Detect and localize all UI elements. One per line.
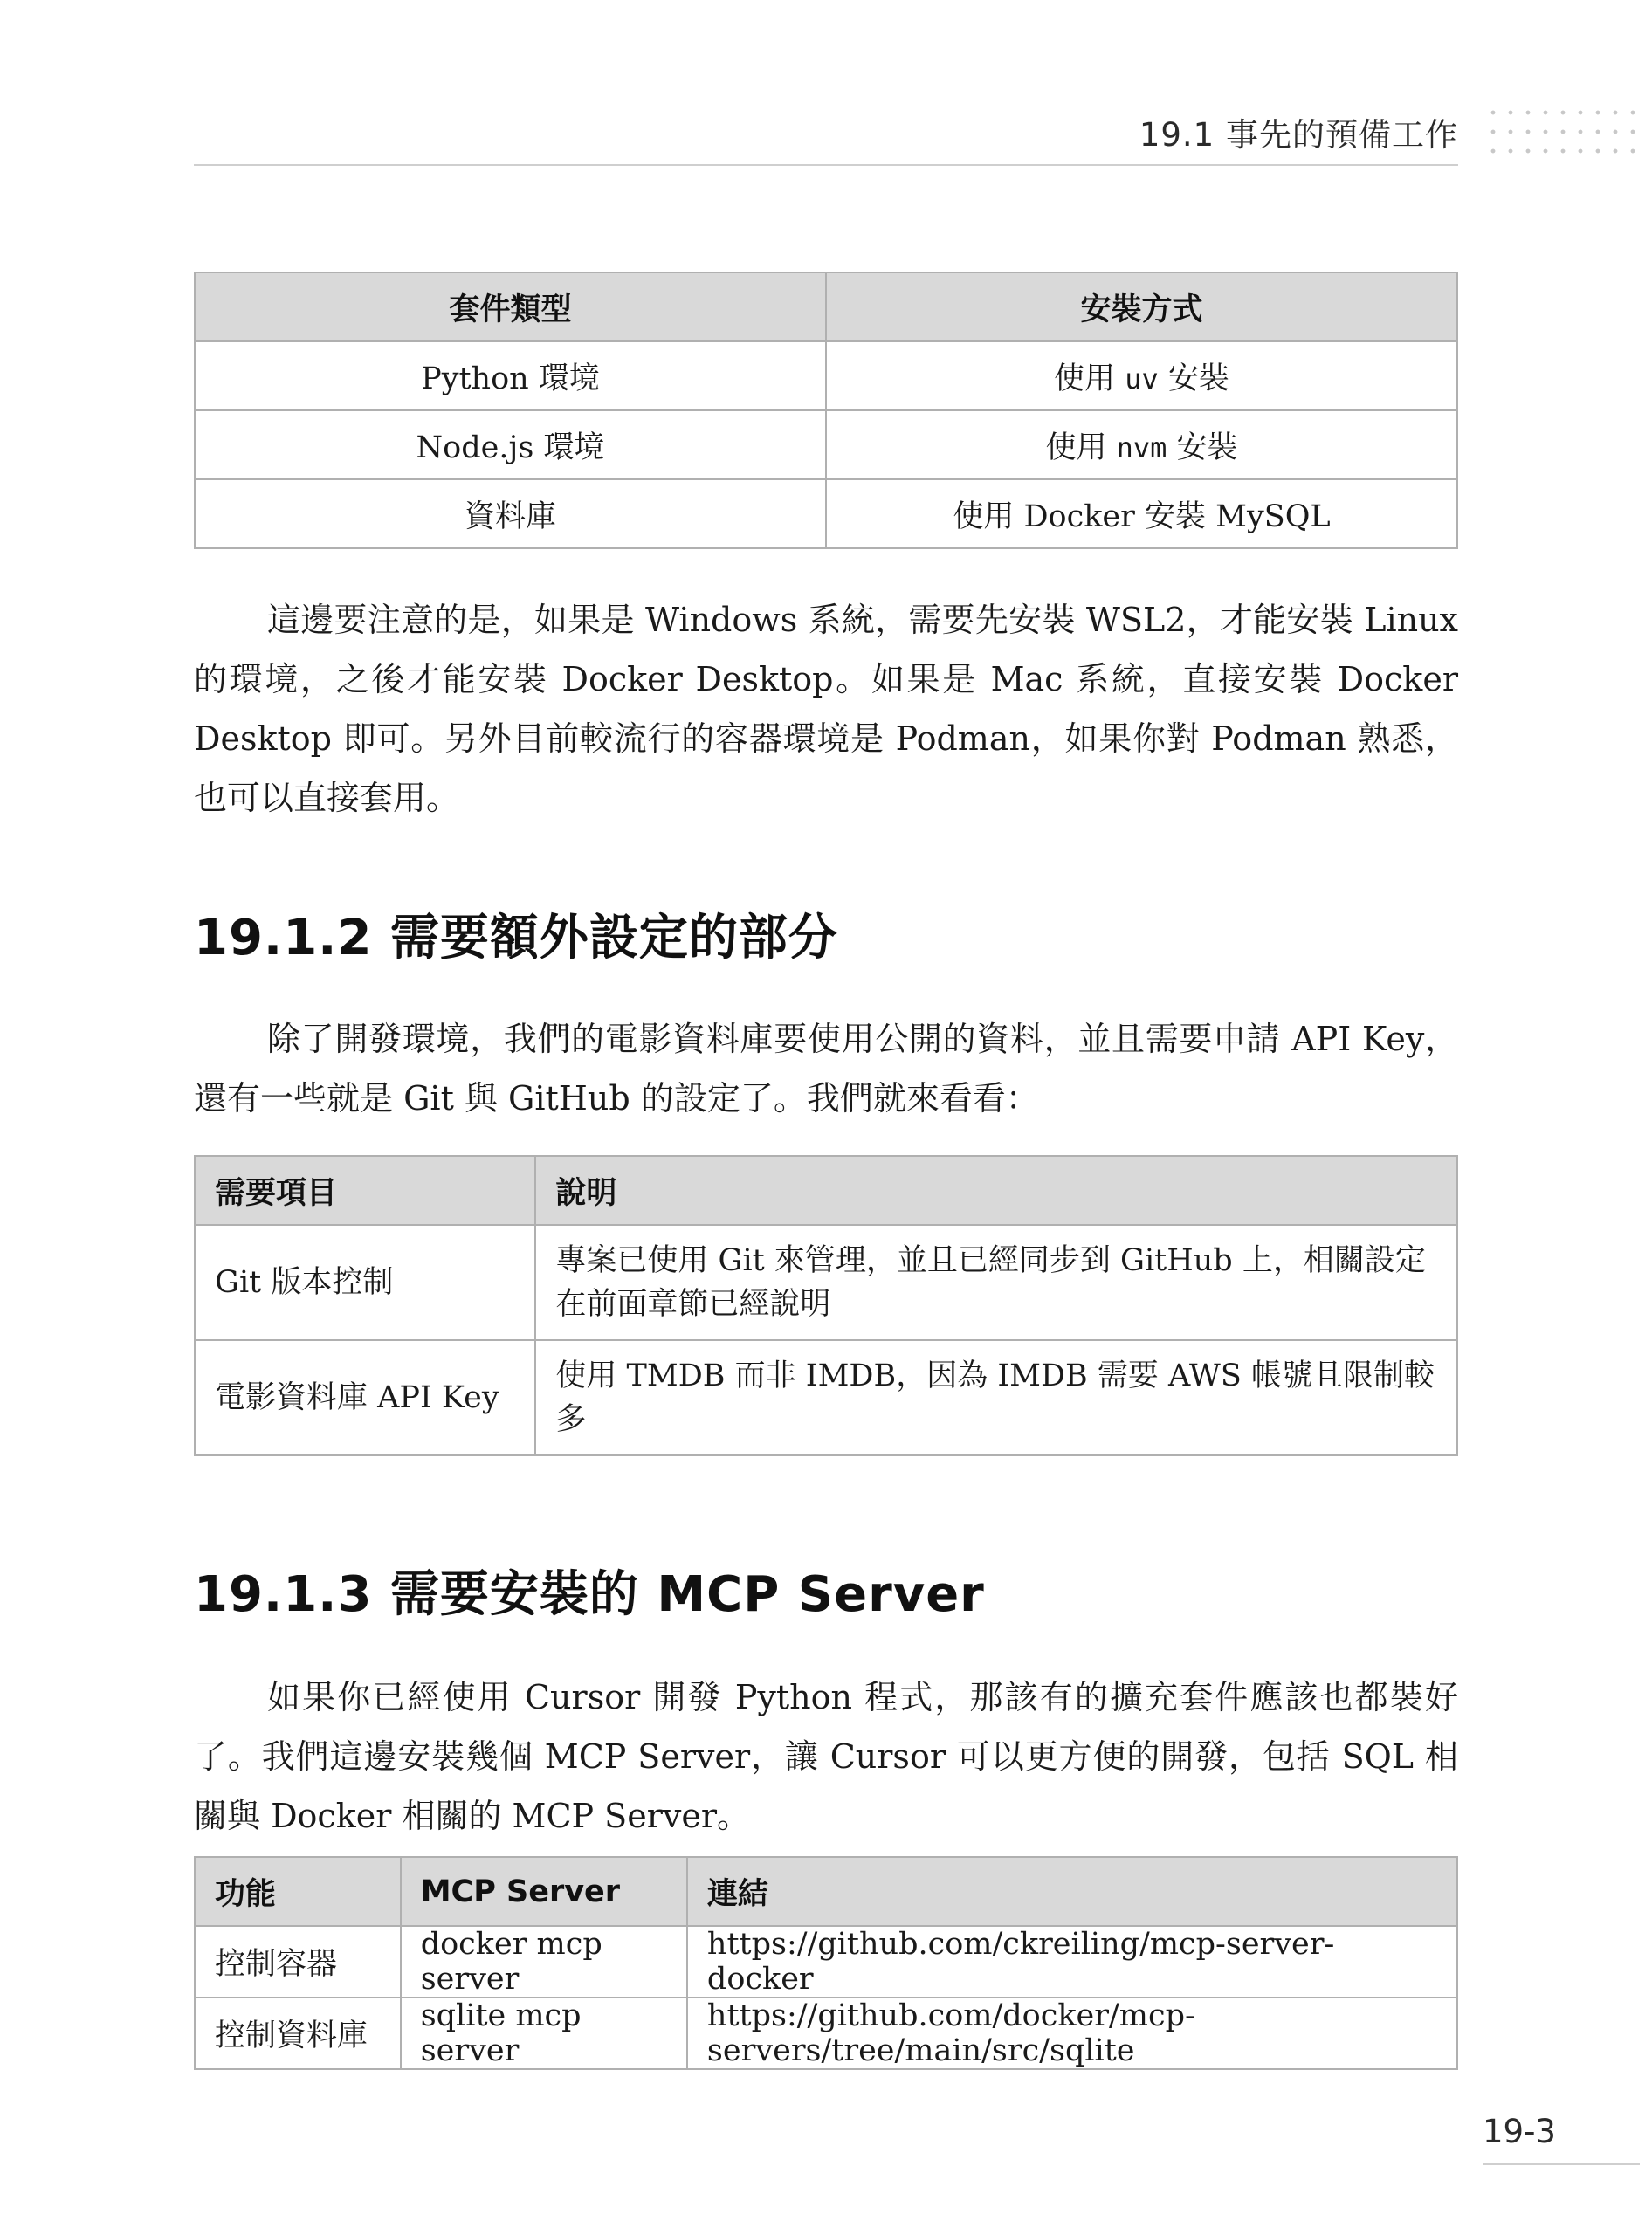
link-cell[interactable]: https://github.com/ckreiling/mcp-server-docker	[687, 1926, 1457, 1998]
section-heading: 19.1.3 需要安裝的 MCP Server	[194, 1566, 985, 1623]
table-header-cell: MCP Server	[401, 1857, 687, 1926]
table-header-cell: 連結	[687, 1857, 1457, 1926]
running-head: 19.1 事先的預備工作	[1139, 116, 1458, 154]
server-cell: docker mcp server	[401, 1926, 687, 1998]
install-method-text: 使用 Docker 安裝 MySQL	[953, 499, 1331, 534]
body-paragraph: 如果你已經使用 Cursor 開發 Python 程式，那該有的擴充套件應該也都裝好了。我們這邊安裝幾個 MCP Server，讓 Cursor 可以更方便的開發，包括 SQL 相關與 Docker 相關的 MCP Server。	[194, 1678, 1458, 1835]
table-header-cell: 安裝方式	[826, 272, 1457, 341]
function-cell: 控制容器	[195, 1926, 401, 1998]
package-type-cell: 資料庫	[195, 479, 826, 548]
body-paragraph: 這邊要注意的是，如果是 Windows 系統，需要先安裝 WSL2，才能安裝 Linux 的環境，之後才能安裝 Docker Desktop。如果是 Mac 系統，直接安裝 Docker Desktop 即可。另外目前較流行的容器環境是 Podman，如果你對 Podman 熟悉，也可以直接套用。	[194, 601, 1458, 817]
table-row	[195, 1340, 1457, 1455]
requirement-desc-cell: 使用 TMDB 而非 IMDB，因為 IMDB 需要 AWS 帳號且限制較多	[535, 1340, 1457, 1455]
body-paragraph: 除了開發環境，我們的電影資料庫要使用公開的資料，並且需要申請 API Key，還有一些就是 Git 與 GitHub 的設定了。我們就來看看：	[194, 1020, 1458, 1118]
install-method-text: 安裝	[1158, 361, 1229, 396]
table-row	[195, 1998, 1457, 2069]
mcp-server-table	[194, 1856, 1458, 2070]
table-row	[195, 341, 1457, 410]
requirements-table	[194, 1155, 1458, 1456]
table-header-row	[195, 272, 1457, 341]
install-method-code: nvm	[1116, 430, 1167, 464]
table-header-cell: 套件類型	[195, 272, 826, 341]
table-header-cell: 功能	[195, 1857, 401, 1926]
function-cell: 控制資料庫	[195, 1998, 401, 2069]
package-type-cell: Node.js 環境	[195, 410, 826, 479]
section-heading: 19.1.2 需要額外設定的部分	[194, 910, 838, 966]
table-row	[195, 1225, 1457, 1340]
requirement-item-cell: Git 版本控制	[195, 1225, 535, 1340]
install-method-cell	[826, 479, 1457, 548]
page-header	[194, 103, 1458, 166]
install-method-text: 安裝	[1167, 430, 1238, 465]
table-header-cell: 說明	[535, 1156, 1457, 1225]
page-footer	[1483, 2113, 1640, 2165]
packages-table	[194, 272, 1458, 549]
install-method-code: uv	[1125, 361, 1159, 395]
server-cell: sqlite mcp server	[401, 1998, 687, 2069]
package-type-cell: Python 環境	[195, 341, 826, 410]
install-method-text: 使用	[1054, 361, 1125, 396]
requirement-item-cell: 電影資料庫 API Key	[195, 1340, 535, 1455]
requirement-desc-cell: 專案已使用 Git 來管理，並且已經同步到 GitHub 上，相關設定在前面章節已經說明	[535, 1225, 1457, 1340]
table-header-row	[195, 1857, 1457, 1926]
install-method-cell	[826, 410, 1457, 479]
decorative-dot-grid	[1484, 103, 1642, 155]
page-number: 19-3	[1483, 2113, 1556, 2150]
table-row	[195, 1926, 1457, 1998]
table-row	[195, 410, 1457, 479]
link-cell[interactable]: https://github.com/docker/mcp-servers/tree/main/src/sqlite	[687, 1998, 1457, 2069]
table-header-row	[195, 1156, 1457, 1225]
table-header-cell: 需要項目	[195, 1156, 535, 1225]
table-row	[195, 479, 1457, 548]
install-method-cell	[826, 341, 1457, 410]
install-method-text: 使用	[1045, 430, 1117, 465]
